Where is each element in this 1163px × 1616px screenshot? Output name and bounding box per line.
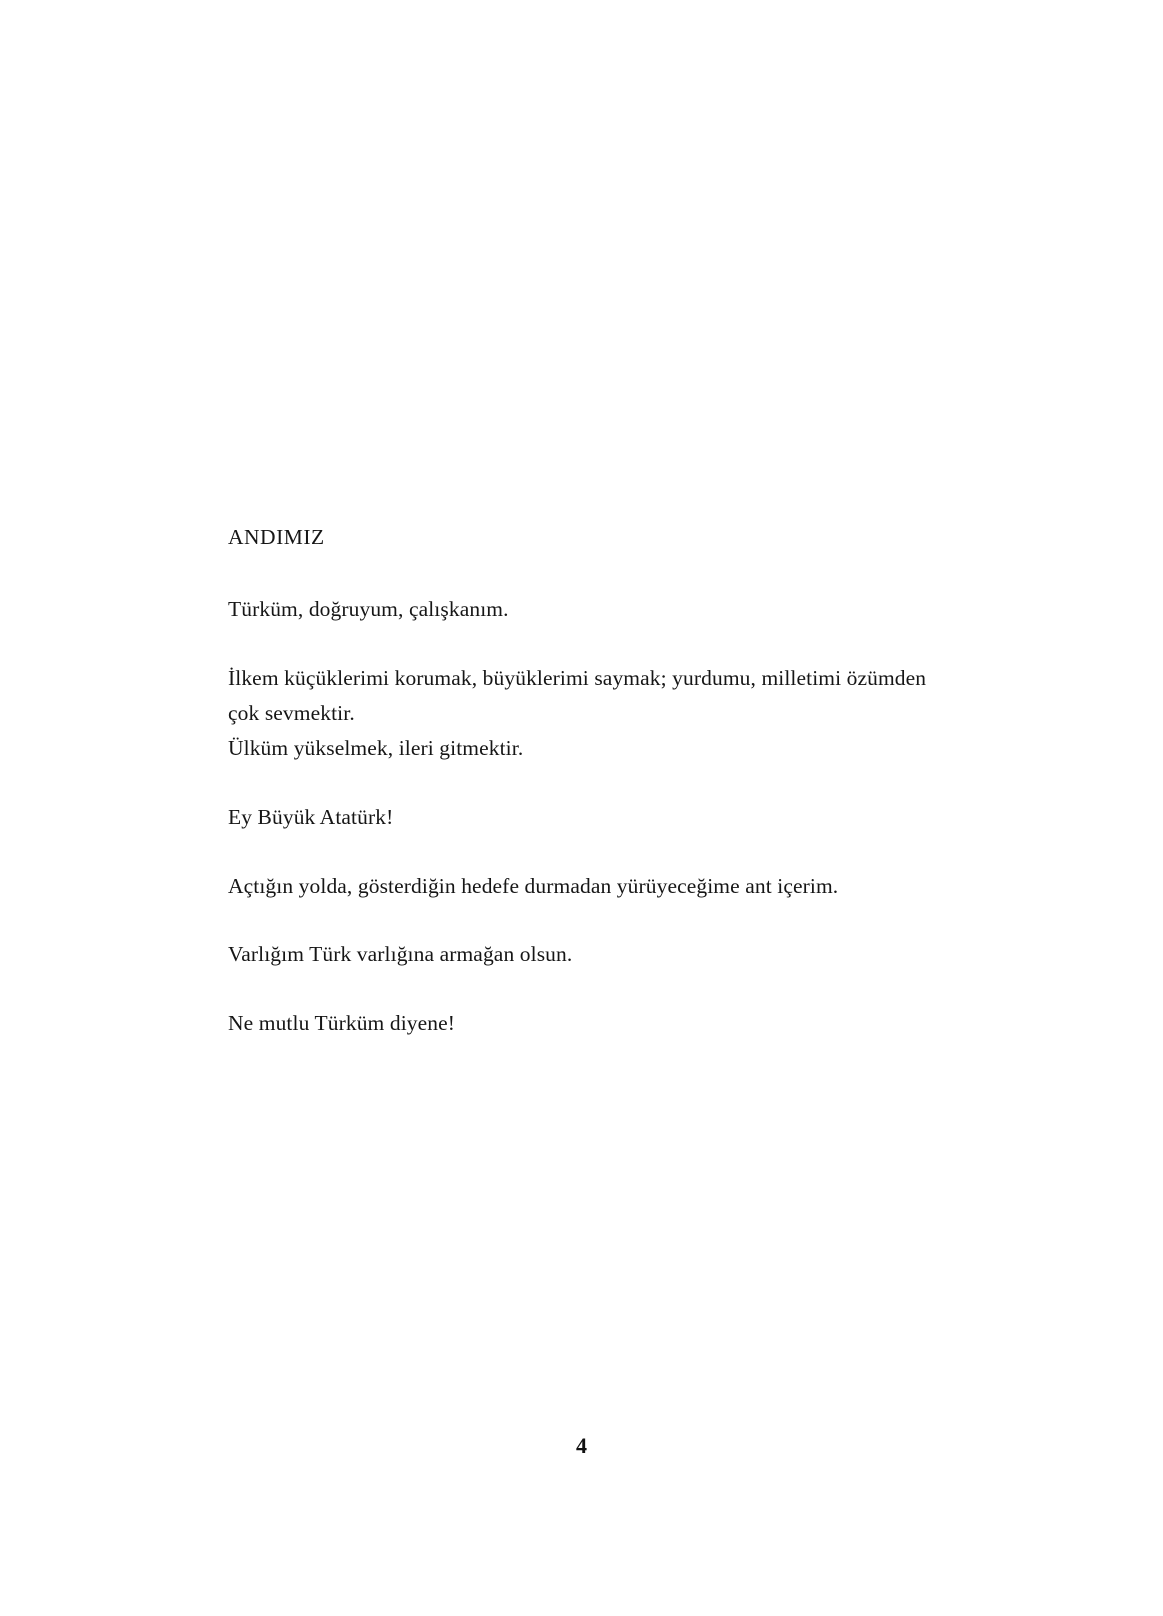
page-title: ANDIMIZ — [228, 525, 325, 549]
paragraph-7: Ne mutlu Türküm diyene! — [228, 1011, 456, 1036]
paragraph-1: Türküm, doğruyum, çalışkanım. — [228, 597, 509, 622]
paragraph-2: İlkem küçüklerimi korumak, büyüklerimi saymak; yurdumu, milletimi özümden çok sevmektir. — [228, 666, 927, 726]
page-number: 4 — [576, 1433, 587, 1458]
paragraph-4: Ey Büyük Atatürk! — [228, 804, 394, 829]
paragraph-5: Açtığın yolda, gösterdiğin hedefe durmadan yürüyeceğime ant içerim. — [228, 873, 839, 898]
paragraph-6: Varlığım Türk varlığına armağan olsun. — [228, 942, 573, 967]
page-body — [228, 520, 928, 1075]
paragraph-3: Ülküm yükselmek, ileri gitmektir. — [228, 735, 524, 760]
